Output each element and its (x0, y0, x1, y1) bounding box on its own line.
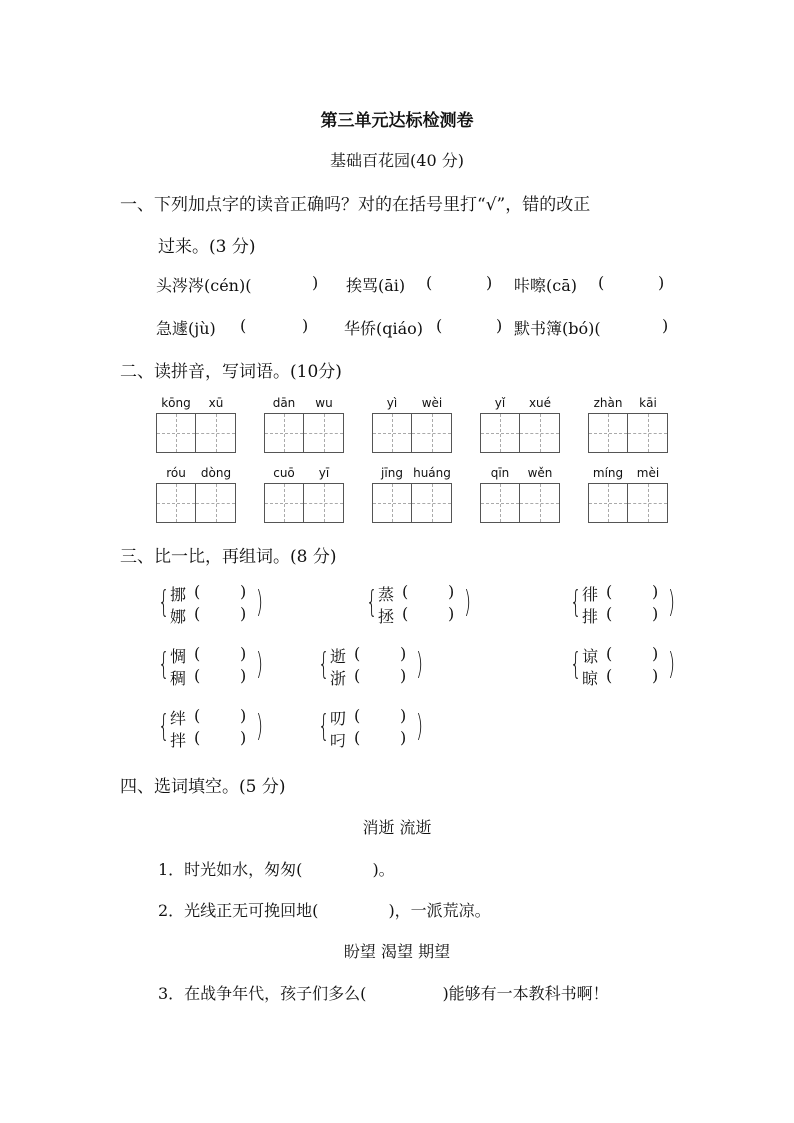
pinyin-syllable: dòng (200, 466, 232, 480)
writing-cell[interactable] (304, 483, 344, 523)
pinyin-syllable: kāi (639, 396, 657, 410)
pinyin-labels (372, 466, 452, 482)
right-brace: ) (416, 709, 424, 744)
pinyin-syllable: yì (386, 396, 398, 410)
q1-item-4-close: ) (302, 316, 309, 335)
pinyin-syllable: yī (318, 466, 330, 480)
writing-cell[interactable] (480, 483, 520, 523)
close-paren: ) (240, 728, 247, 747)
q1-item-2-open: ( (426, 273, 433, 292)
pinyin-syllable: dān (272, 396, 296, 410)
open-paren: ( (606, 582, 613, 601)
q1-item-1 (156, 273, 251, 296)
right-brace: ) (256, 709, 264, 744)
writing-cells (372, 483, 452, 523)
compare-group (318, 644, 428, 688)
writing-cells (480, 483, 560, 523)
compare-group (366, 582, 476, 626)
q4-heading: 四、选词填空。(5 分) (120, 777, 286, 797)
compare-char: 蒸 (378, 585, 395, 604)
compare-row (170, 604, 252, 626)
compare-row (582, 644, 664, 666)
pinyin-syllable: jīng (381, 466, 403, 480)
compare-char: 叨 (330, 709, 347, 728)
open-paren: ( (194, 728, 201, 747)
pinyin-syllable: wèi (421, 396, 443, 410)
q1-item-3-open: ( (598, 273, 605, 292)
compare-row (170, 644, 252, 666)
pinyin-syllable: zhàn (593, 396, 623, 410)
q1-item-6-close: ) (662, 316, 669, 335)
q4-s2-after: )，一派荒凉。 (388, 901, 491, 920)
q1-heading-line1: 一、下列加点字的读音正确吗？对的在括号里打“√”，错的改正 (120, 195, 591, 215)
pinyin-labels (156, 396, 236, 412)
compare-row (330, 706, 412, 728)
compare-char: 稠 (170, 669, 187, 688)
writing-cell[interactable] (628, 413, 668, 453)
q1-item-5-close: ) (496, 316, 503, 335)
pinyin-syllable: qīn (490, 466, 510, 480)
open-paren: ( (402, 604, 409, 623)
close-paren: ) (448, 604, 455, 623)
right-brace: ) (668, 647, 676, 682)
open-paren: ( (402, 582, 409, 601)
writing-cell[interactable] (372, 483, 412, 523)
close-paren: ) (652, 666, 659, 685)
writing-cell[interactable] (196, 413, 236, 453)
compare-row (170, 666, 252, 688)
right-brace: ) (256, 647, 264, 682)
writing-cell[interactable] (588, 483, 628, 523)
left-brace: { (318, 709, 330, 744)
pinyin-syllable: kōng (161, 396, 191, 410)
left-brace: { (158, 709, 170, 744)
compare-group (158, 644, 268, 688)
writing-cell[interactable] (156, 483, 196, 523)
compare-row (378, 582, 460, 604)
q1-item-6: 默书簿(bó)( (514, 319, 601, 338)
pinyin-labels (264, 466, 344, 482)
open-paren: ( (194, 582, 201, 601)
q1-item-1-close: ) (312, 273, 319, 292)
close-paren: ) (240, 604, 247, 623)
compare-row (378, 604, 460, 626)
q1-item-text: 头涔涔(cén)( (156, 276, 252, 295)
open-paren: ( (194, 644, 201, 663)
close-paren: ) (652, 604, 659, 623)
right-brace: ) (668, 585, 676, 620)
compare-group (318, 706, 428, 750)
right-brace: ) (256, 585, 264, 620)
close-paren: ) (448, 582, 455, 601)
compare-char: 叼 (330, 731, 347, 750)
q1-item-5: 华侨(qiáo) (344, 319, 424, 338)
compare-group (158, 582, 268, 626)
left-brace: { (318, 647, 330, 682)
compare-row (170, 728, 252, 750)
compare-char: 徘 (582, 585, 599, 604)
pinyin-labels (588, 396, 668, 412)
q3-heading: 三、比一比，再组词。(8 分) (120, 547, 337, 567)
pinyin-syllable: xué (528, 396, 552, 410)
q4-sentence-1 (158, 857, 395, 880)
q1-item-3: 咔嚓(cā) (514, 276, 577, 295)
pinyin-syllable: yǐ (494, 396, 506, 410)
q4-s3-after: )能够有一本教科书啊！ (442, 984, 609, 1003)
compare-char: 浙 (330, 669, 347, 688)
open-paren: ( (194, 706, 201, 725)
writing-cell[interactable] (304, 413, 344, 453)
pinyin-labels (480, 466, 560, 482)
q1-item-5-open: ( (436, 316, 443, 335)
compare-row (170, 706, 252, 728)
compare-char: 谅 (582, 647, 599, 666)
writing-cells (156, 483, 236, 523)
close-paren: ) (240, 666, 247, 685)
compare-char: 挪 (170, 585, 187, 604)
q4-options-1: 消逝 流逝 (362, 818, 432, 837)
open-paren: ( (354, 666, 361, 685)
compare-char: 拯 (378, 607, 395, 626)
writing-cell[interactable] (520, 483, 560, 523)
pinyin-labels (480, 396, 560, 412)
compare-group (570, 644, 680, 688)
writing-cells (372, 413, 452, 453)
open-paren: ( (354, 644, 361, 663)
close-paren: ) (652, 582, 659, 601)
left-brace: { (158, 585, 170, 620)
q4-s2-before: 2．光线正无可挽回地( (158, 901, 319, 920)
pinyin-syllable: mèi (636, 466, 660, 480)
writing-cell[interactable] (156, 413, 196, 453)
compare-group (158, 706, 268, 750)
compare-row (330, 666, 412, 688)
q4-sentence-3 (158, 981, 609, 1004)
writing-cell[interactable] (412, 483, 452, 523)
compare-group (570, 582, 680, 626)
right-brace: ) (464, 585, 472, 620)
writing-cell[interactable] (628, 483, 668, 523)
q1-item-2: 挨骂(āi) (346, 276, 406, 295)
q1-heading-line2: 过来。(3 分) (158, 237, 256, 257)
pinyin-labels (264, 396, 344, 412)
left-brace: { (158, 647, 170, 682)
pinyin-syllable: róu (166, 466, 186, 480)
writing-cell[interactable] (372, 413, 412, 453)
compare-char: 惆 (170, 647, 187, 666)
q4-sentence-2 (158, 898, 491, 921)
left-brace: { (570, 585, 582, 620)
writing-cell[interactable] (520, 413, 560, 453)
writing-cells (588, 413, 668, 453)
open-paren: ( (606, 644, 613, 663)
writing-cells (264, 413, 344, 453)
q1-item-4: 急遽(jù) (156, 319, 216, 338)
q4-s1-before: 1．时光如水，匆匆( (158, 860, 303, 879)
q4-options-2: 盼望 渴望 期望 (343, 942, 451, 961)
close-paren: ) (400, 728, 407, 747)
close-paren: ) (400, 644, 407, 663)
page-title: 第三单元达标检测卷 (320, 111, 474, 131)
open-paren: ( (354, 706, 361, 725)
writing-cell[interactable] (480, 413, 520, 453)
compare-row (170, 582, 252, 604)
left-brace: { (366, 585, 378, 620)
open-paren: ( (606, 666, 613, 685)
writing-cells (588, 483, 668, 523)
pinyin-syllable: xū (208, 396, 224, 410)
open-paren: ( (606, 604, 613, 623)
compare-char: 娜 (170, 607, 187, 626)
close-paren: ) (400, 706, 407, 725)
writing-cells (156, 413, 236, 453)
close-paren: ) (240, 706, 247, 725)
compare-row (582, 582, 664, 604)
close-paren: ) (240, 582, 247, 601)
q1-item-2-close: ) (486, 273, 493, 292)
open-paren: ( (354, 728, 361, 747)
compare-char: 绊 (170, 709, 187, 728)
pinyin-syllable: huáng (413, 466, 451, 480)
compare-row (330, 644, 412, 666)
open-paren: ( (194, 604, 201, 623)
open-paren: ( (194, 666, 201, 685)
writing-cell[interactable] (588, 413, 628, 453)
q4-s3-before: 3．在战争年代，孩子们多么( (158, 984, 367, 1003)
q2-heading: 二、读拼音，写词语。(10分) (120, 362, 342, 382)
pinyin-labels (588, 466, 668, 482)
pinyin-syllable: míng (592, 466, 624, 480)
compare-row (330, 728, 412, 750)
q4-s1-after: )。 (372, 860, 395, 879)
pinyin-labels (372, 396, 452, 412)
compare-char: 排 (582, 607, 599, 626)
writing-cell[interactable] (412, 413, 452, 453)
compare-row (582, 666, 664, 688)
left-brace: { (570, 647, 582, 682)
close-paren: ) (240, 644, 247, 663)
compare-char: 逝 (330, 647, 347, 666)
writing-cell[interactable] (264, 413, 304, 453)
pinyin-syllable: wěn (527, 466, 553, 480)
compare-char: 拌 (170, 731, 187, 750)
q1-item-4-open: ( (240, 316, 247, 335)
writing-cells (264, 483, 344, 523)
pinyin-syllable: wu (315, 396, 333, 410)
compare-row (582, 604, 664, 626)
writing-cell[interactable] (264, 483, 304, 523)
pinyin-syllable: cuō (273, 466, 295, 480)
q1-item-3-close: ) (658, 273, 665, 292)
pinyin-labels (156, 466, 236, 482)
section-subtitle: 基础百花园(40 分) (330, 151, 464, 170)
writing-cell[interactable] (196, 483, 236, 523)
compare-char: 晾 (582, 669, 599, 688)
close-paren: ) (400, 666, 407, 685)
writing-cells (480, 413, 560, 453)
close-paren: ) (652, 644, 659, 663)
right-brace: ) (416, 647, 424, 682)
